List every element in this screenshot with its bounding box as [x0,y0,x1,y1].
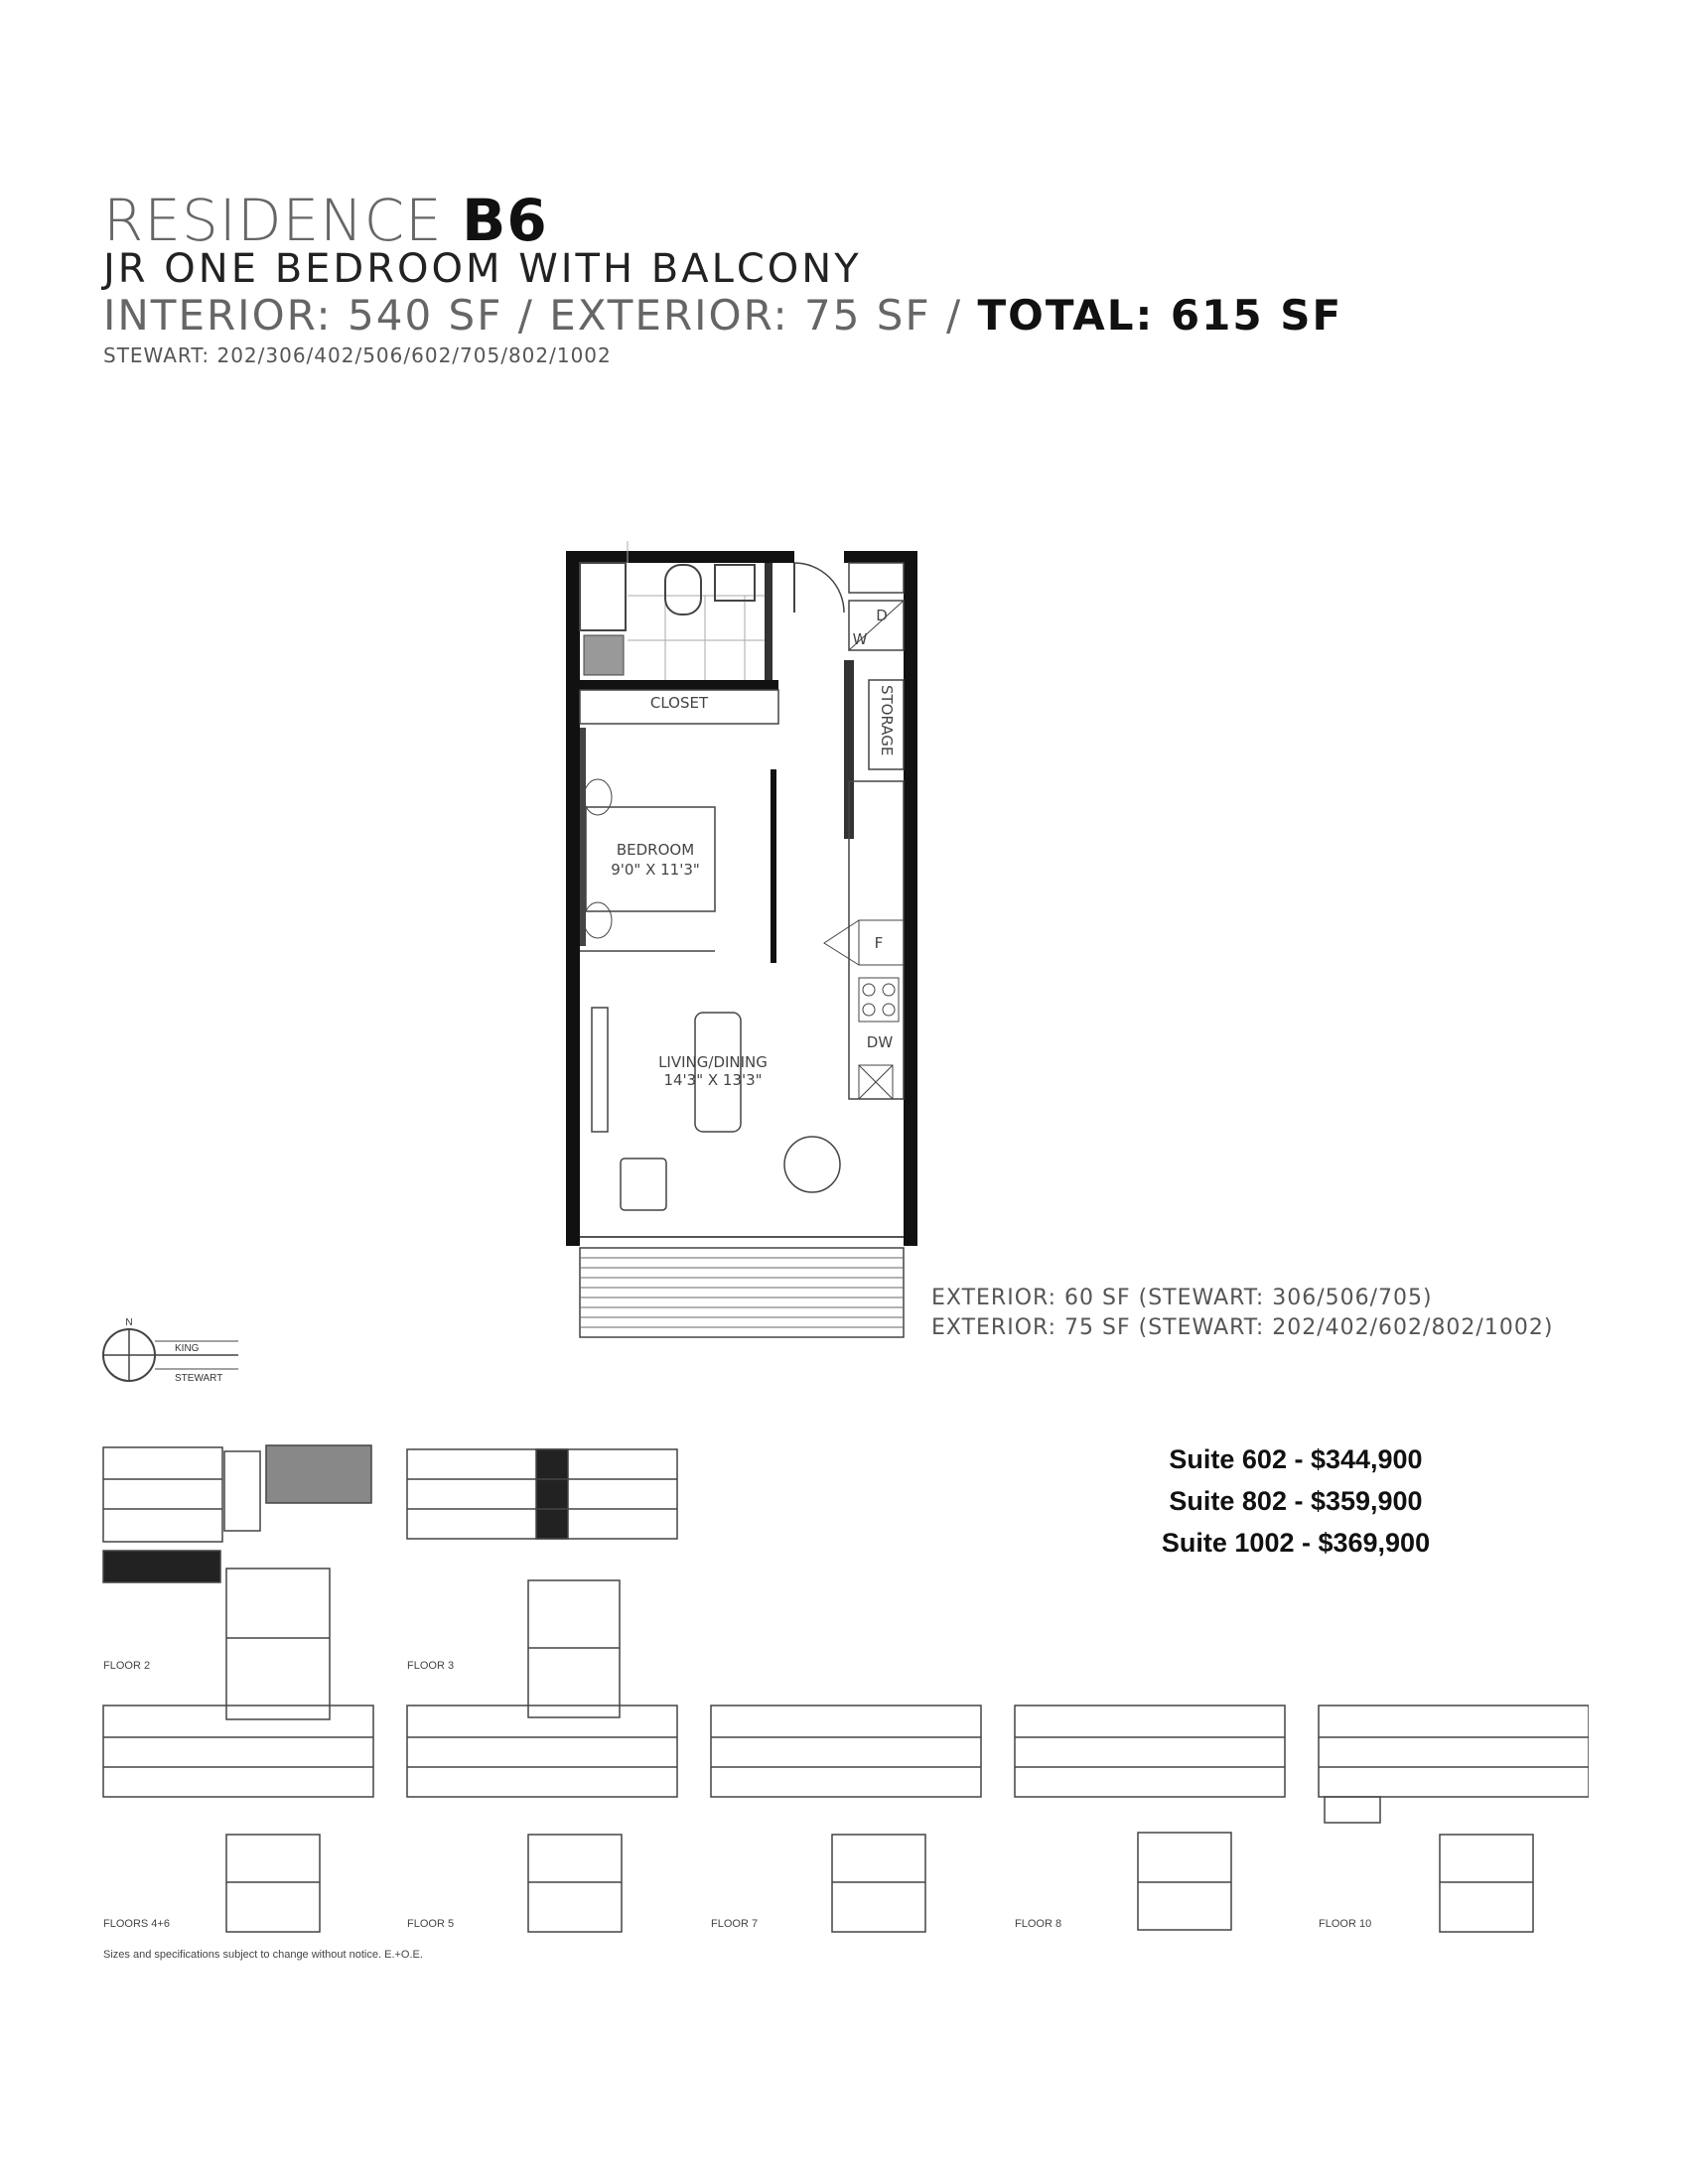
bed [586,807,715,911]
residence-title [103,187,548,254]
balcony-door-line [580,1236,904,1238]
compass-street-stewart: STEWART [175,1373,223,1384]
wall-right [904,551,917,1246]
shower [580,563,626,630]
nightstand-bottom [584,902,612,938]
laundry-box [849,563,904,593]
exterior-note-2: EXTERIOR: 75 SF (STEWART: 202/402/602/802/1002) [931,1315,1554,1340]
toilet [665,565,701,614]
entry-door-swing [794,563,844,613]
area-summary [103,291,1342,340]
bath-wall-bottom [580,680,778,690]
key-plan-label-floor-4-6: FLOORS 4+6 [103,1918,170,1930]
balcony [580,1248,904,1337]
residence-prefix: RESIDENCE [103,187,443,254]
cooktop [859,978,899,1022]
nightstand-top [584,779,612,815]
media-unit [592,1008,608,1132]
price-suite-602: Suite 602 - $344,900 [1169,1444,1423,1474]
wall-top-right [844,551,917,563]
key-plan-label-floor-2: FLOOR 2 [103,1660,151,1672]
wall-left [566,551,580,1246]
bedroom-label: BEDROOM [616,841,695,859]
storage-label: STORAGE [878,685,896,756]
key-plans [99,1439,1589,1946]
key-plan-floor-10 [1319,1706,1589,1932]
key-plan-floor-2 [103,1445,371,1719]
key-plan-floor-8 [1015,1706,1285,1930]
key-plan-label-floor-3: FLOOR 3 [407,1660,455,1672]
wall-top-left [566,551,794,563]
dishwasher-label: DW [866,1033,894,1051]
key-plan-label-floor-8: FLOOR 8 [1015,1918,1062,1930]
key-plan-label-floor-5: FLOOR 5 [407,1918,455,1930]
key-plan-floor-7 [711,1706,981,1932]
price-suite-802: Suite 802 - $359,900 [1169,1486,1423,1516]
disclaimer: Sizes and specifications subject to change without notice. E.+O.E. [103,1949,423,1961]
bedroom-dim: 9'0" X 11'3" [611,861,700,879]
residence-code: B6 [462,187,548,254]
area-interior-exterior: INTERIOR: 540 SF / EXTERIOR: 75 SF / [103,291,963,340]
floor-plan [556,541,933,1355]
compass [99,1315,258,1395]
armchair [621,1159,666,1210]
living-dim: 14'3" X 13'3" [663,1071,763,1089]
dining-table [784,1137,840,1192]
unit-type: JR ONE BEDROOM WITH BALCONY [103,246,862,292]
bath-wall [765,563,772,682]
balcony-decking [580,1258,904,1327]
fridge-label: F [874,934,884,952]
key-plan-label-floor-10: FLOOR 10 [1319,1918,1372,1930]
key-plan-label-floor-7: FLOOR 7 [711,1918,759,1930]
key-plan-floor-4-6 [103,1706,373,1932]
compass-street-king: KING [175,1343,200,1354]
shower-drain [584,635,624,675]
fridge-door [824,920,859,965]
price-suite-1002: Suite 1002 - $369,900 [1161,1528,1431,1558]
exterior-note-1: EXTERIOR: 60 SF (STEWART: 306/506/705) [931,1286,1433,1310]
key-plan-floor-3 [407,1449,677,1717]
closet-label: CLOSET [649,694,709,712]
living-label: LIVING/DINING [658,1053,768,1071]
area-total: TOTAL: 615 SF [977,291,1343,340]
suite-list: STEWART: 202/306/402/506/602/705/802/1002 [103,343,612,367]
dryer-label: D [876,607,888,624]
washer-label: W [852,630,868,648]
compass-north: N [125,1317,133,1328]
key-plan-floor-5 [407,1706,677,1932]
sliding-partition [771,769,776,963]
